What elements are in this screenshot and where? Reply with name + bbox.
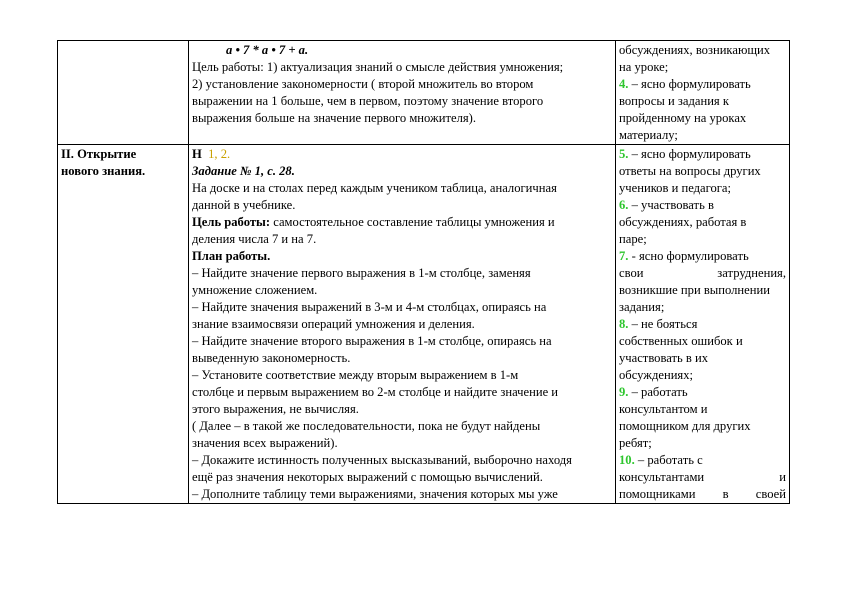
outcome-line: обсуждениях, возникающих — [619, 43, 771, 57]
plan-line: знание взаимосвязи операций умножения и деления. — [192, 317, 475, 331]
plan-line: – Докажите истинность полученных высказываний, выборочно находя — [192, 453, 572, 467]
outcome-line: паре; — [619, 232, 647, 246]
stage-title: нового знания. — [61, 164, 146, 178]
plan-line: – Найдите значение второго выражения в 1-м столбце, опираясь на — [192, 334, 552, 348]
plan-line: – Найдите значения выражений в 3-м и 4-м столбцах, опираясь на — [192, 300, 547, 314]
outcome-line: вопросы и задания к — [619, 94, 729, 108]
outcome-number: 10. — [619, 453, 635, 467]
outcome-item — [619, 197, 786, 214]
outcome-line: материалу; — [619, 128, 678, 142]
outcome-line: ответы на вопросы других — [619, 164, 761, 178]
outcomes-cell — [616, 145, 790, 504]
outcome-number: 6. — [619, 198, 629, 212]
outcome-text: – работать — [628, 385, 688, 399]
outcome-line: учеников и педагога; — [619, 181, 732, 195]
plan-line: ещё раз значения некоторых выражений с помощью вычислений. — [192, 470, 543, 484]
outcome-line: возникшие при выполнении — [619, 283, 770, 297]
plan-line: ( Далее – в такой же последовательности, пока не будут найдены — [192, 419, 541, 433]
formula-line: a • 7 * a • 7 + a. — [226, 43, 309, 57]
stage-cell-empty — [58, 41, 189, 145]
outcome-item — [619, 384, 786, 401]
plan-line: умножение сложением. — [192, 283, 318, 297]
plan-line: столбце и первым выражением во 2-м столбце и найдите значение и — [192, 385, 559, 399]
outcome-text: - ясно формулировать — [628, 249, 749, 263]
outcome-line: обсуждениях, работая в — [619, 215, 747, 229]
outcome-number: 4. — [619, 77, 629, 91]
outcome-item — [619, 146, 786, 163]
table-row — [58, 145, 790, 504]
outcome-line: обсуждениях; — [619, 368, 694, 382]
plan-line: – Найдите значение первого выражения в 1-м столбце, заменяя — [192, 266, 531, 280]
outcome-item — [619, 248, 786, 265]
outcome-number: 5. — [619, 147, 629, 161]
table-row — [58, 41, 790, 145]
goal-line: деления числа 7 и на 7. — [192, 232, 317, 246]
plan-heading: План работы. — [192, 249, 271, 263]
outcome-line: помощниками в своей — [619, 487, 786, 501]
outcome-line: пройденному на уроках — [619, 111, 747, 125]
outcome-line: на уроке; — [619, 60, 669, 74]
outcome-line: собственных ошибок и — [619, 334, 743, 348]
goal-text: самостоятельное составление таблицы умножения и — [270, 215, 555, 229]
plan-line: значения всех выражений). — [192, 436, 338, 450]
outcome-number: 8. — [619, 317, 629, 331]
goal-line: выражения больше на значение первого множителя). — [192, 111, 476, 125]
plan-line: выведенную закономерность. — [192, 351, 351, 365]
goal-line: Цель работы: 1) актуализация знаний о смысле действия умножения; — [192, 60, 564, 74]
plan-line: этого выражения, не вычисляя. — [192, 402, 359, 416]
goal-label: Цель работы: — [192, 215, 271, 229]
outcome-item — [619, 452, 786, 469]
outcome-line: ребят; — [619, 436, 652, 450]
outcome-text: – ясно формулировать — [628, 77, 751, 91]
marker-letter: Н — [192, 147, 202, 161]
intro-line: данной в учебнике. — [192, 198, 296, 212]
outcome-text: – работать с — [634, 453, 703, 467]
lesson-plan-table — [57, 40, 790, 504]
marker-line — [192, 146, 612, 163]
goal-line — [192, 214, 612, 231]
outcome-line: участвовать в их — [619, 351, 709, 365]
outcome-item — [619, 316, 786, 333]
outcome-line: свои затруднения, — [619, 266, 786, 280]
outcome-line: задания; — [619, 300, 665, 314]
outcome-number: 9. — [619, 385, 629, 399]
outcome-item — [619, 76, 786, 93]
outcomes-cell — [616, 41, 790, 145]
outcome-line: помощником для других — [619, 419, 751, 433]
goal-line: выражении на 1 больше, чем в первом, поэтому значение второго — [192, 94, 544, 108]
goal-line: 2) установление закономерности ( второй множитель во втором — [192, 77, 534, 91]
marker-numbers: 1, 2. — [208, 147, 231, 161]
outcome-text: – ясно формулировать — [628, 147, 751, 161]
plan-line: – Установите соответствие между вторым выражением в 1-м — [192, 368, 519, 382]
intro-line: На доске и на столах перед каждым учеником таблица, аналогичная — [192, 181, 557, 195]
stage-title: II. Открытие — [61, 147, 137, 161]
outcome-text: – не бояться — [628, 317, 698, 331]
content-cell — [189, 145, 616, 504]
plan-line: – Дополните таблицу теми выражениями, значения которых мы уже — [192, 487, 558, 501]
stage-cell — [58, 145, 189, 504]
outcome-number: 7. — [619, 249, 629, 263]
content-cell — [189, 41, 616, 145]
outcome-line: консультантами и — [619, 470, 786, 484]
outcome-line: консультантом и — [619, 402, 708, 416]
task-reference: Задание № 1, с. 28. — [192, 164, 295, 178]
outcome-text: – участвовать в — [628, 198, 714, 212]
